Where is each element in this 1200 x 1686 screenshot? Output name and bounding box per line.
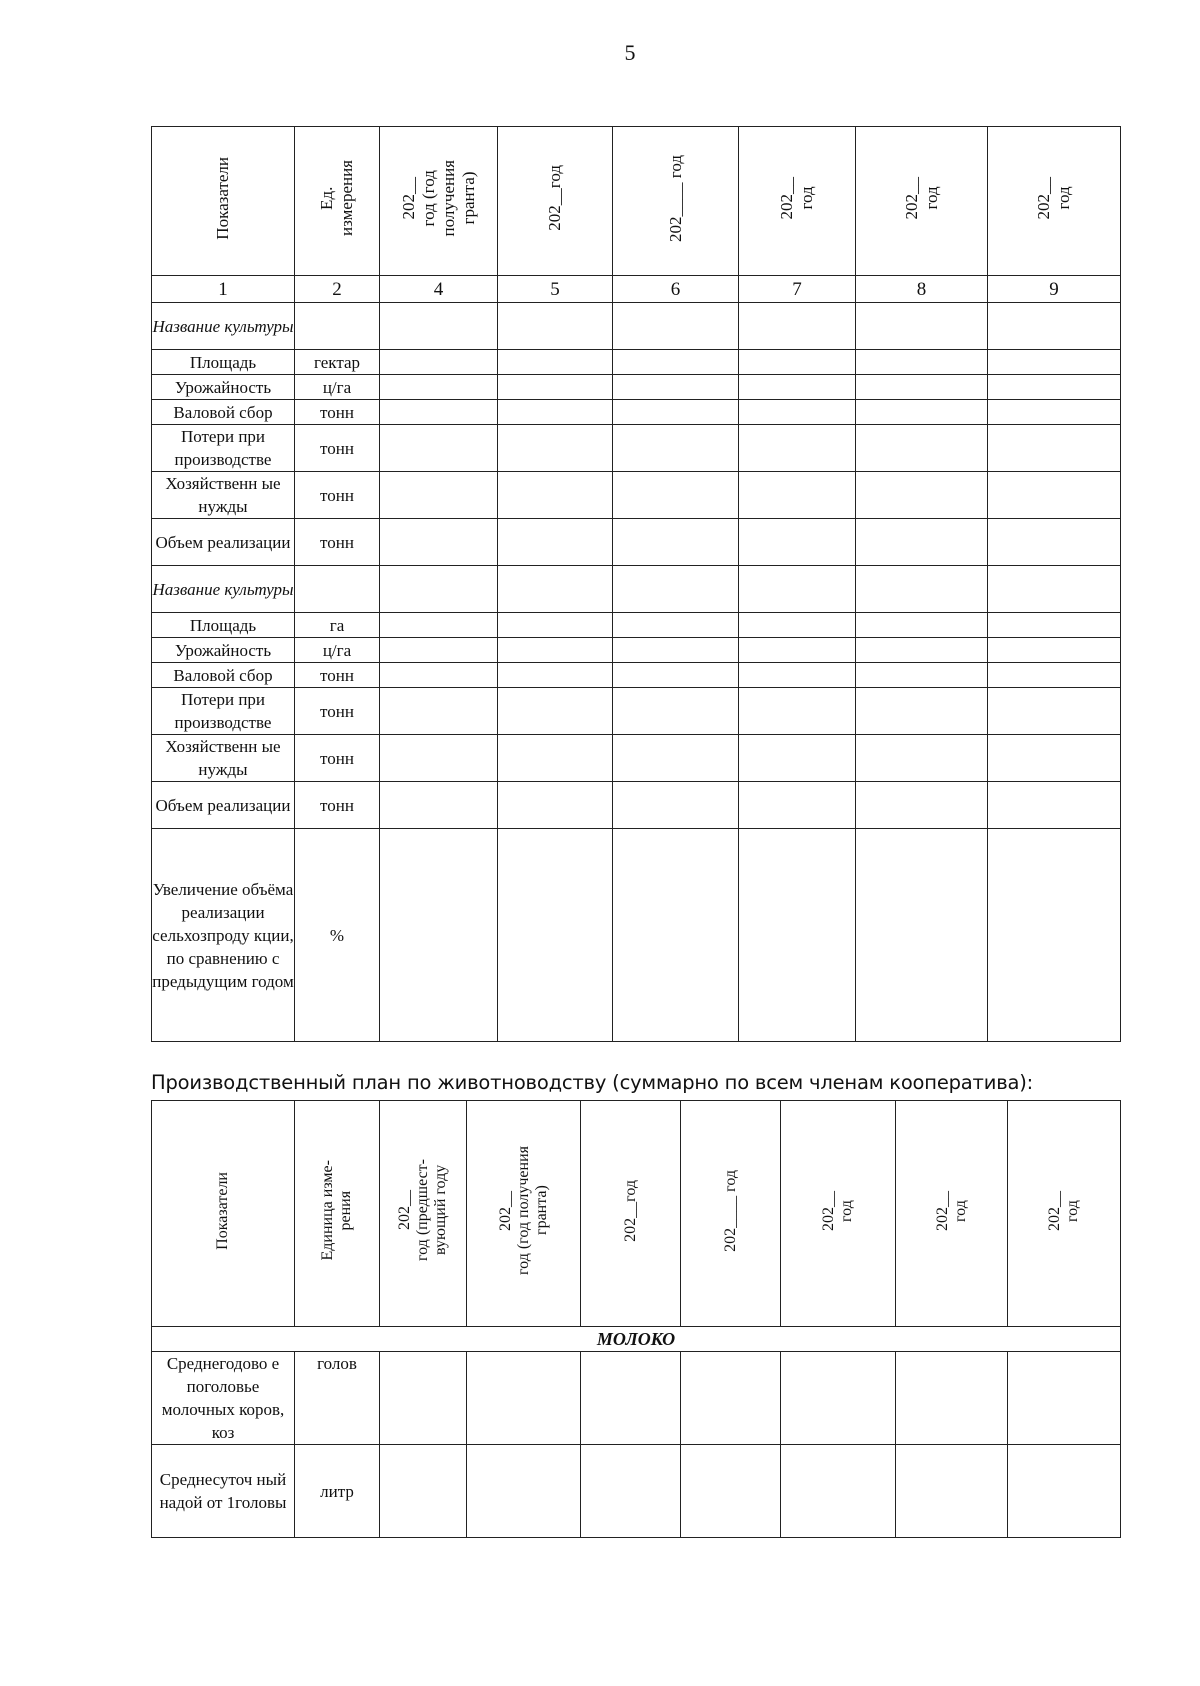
row-label: Площадь <box>152 350 295 375</box>
row-label: Хозяйственн ые нужды <box>152 472 295 519</box>
table-row <box>152 303 1121 350</box>
value-cell[interactable] <box>856 735 988 782</box>
value-cell[interactable] <box>498 663 613 688</box>
row-label: Площадь <box>152 613 295 638</box>
value-cell[interactable] <box>613 375 739 400</box>
value-cell[interactable] <box>856 782 988 829</box>
header-year-c: 202__ год <box>781 1101 896 1327</box>
value-cell[interactable] <box>739 663 856 688</box>
value-cell[interactable] <box>613 663 739 688</box>
livestock-plan-title: Производственный план по животноводству (суммарно по всем членам кооператива): <box>151 1071 1034 1094</box>
value-cell[interactable] <box>856 829 988 1042</box>
value-cell[interactable] <box>498 400 613 425</box>
value-cell[interactable] <box>380 1352 467 1445</box>
table-row <box>152 663 1121 688</box>
row-label: Потери при производстве <box>152 425 295 472</box>
value-cell[interactable] <box>739 735 856 782</box>
value-cell[interactable] <box>856 425 988 472</box>
row-label: Хозяйственн ые нужды <box>152 735 295 782</box>
value-cell[interactable] <box>856 519 988 566</box>
value-cell[interactable] <box>380 375 498 400</box>
crop-production-table <box>151 126 1121 1042</box>
value-cell[interactable] <box>739 303 856 350</box>
row-unit: литр <box>295 1445 380 1538</box>
livestock-production-table <box>151 1100 1121 1538</box>
value-cell[interactable] <box>498 375 613 400</box>
value-cell[interactable] <box>856 303 988 350</box>
value-cell[interactable] <box>988 829 1121 1042</box>
value-cell[interactable] <box>380 782 498 829</box>
table-row <box>152 829 1121 1042</box>
value-cell[interactable] <box>739 613 856 638</box>
value-cell[interactable] <box>613 400 739 425</box>
row-unit: тонн <box>295 735 380 782</box>
value-cell[interactable] <box>988 400 1121 425</box>
value-cell[interactable] <box>988 303 1121 350</box>
value-cell[interactable] <box>581 1445 681 1538</box>
value-cell[interactable] <box>988 375 1121 400</box>
column-number-row <box>152 276 1121 303</box>
value-cell[interactable] <box>380 425 498 472</box>
value-cell[interactable] <box>380 613 498 638</box>
value-cell[interactable] <box>613 472 739 519</box>
value-cell[interactable] <box>856 663 988 688</box>
row-unit: тонн <box>295 519 380 566</box>
table-row <box>152 350 1121 375</box>
row-unit: тонн <box>295 782 380 829</box>
table-row <box>152 519 1121 566</box>
value-cell[interactable] <box>380 829 498 1042</box>
row-label: Среднегодово е поголовье молочных коров, коз <box>152 1352 295 1445</box>
row-unit: голов <box>295 1352 380 1445</box>
value-cell[interactable] <box>988 663 1121 688</box>
column-number: 1 <box>152 276 295 303</box>
value-cell[interactable] <box>498 638 613 663</box>
table-row <box>152 375 1121 400</box>
header-indicators: Показатели <box>152 127 295 276</box>
row-unit: тонн <box>295 400 380 425</box>
header-year-5: 202__год <box>498 127 613 276</box>
table-header-row <box>152 1101 1121 1327</box>
header-unit: Ед. измерения <box>295 127 380 276</box>
row-unit: ц/га <box>295 375 380 400</box>
value-cell[interactable] <box>988 519 1121 566</box>
value-cell[interactable] <box>613 425 739 472</box>
column-number: 4 <box>380 276 498 303</box>
value-cell[interactable] <box>988 688 1121 735</box>
column-number: 9 <box>988 276 1121 303</box>
row-unit: % <box>295 829 380 1042</box>
value-cell[interactable] <box>613 613 739 638</box>
header-year-6: 202____ год <box>613 127 739 276</box>
column-number: 2 <box>295 276 380 303</box>
value-cell[interactable] <box>467 1352 581 1445</box>
table-row <box>152 638 1121 663</box>
row-unit <box>295 566 380 613</box>
value-cell[interactable] <box>380 400 498 425</box>
header-year-9: 202__ год <box>988 127 1121 276</box>
value-cell[interactable] <box>988 350 1121 375</box>
header-year-7: 202__ год <box>739 127 856 276</box>
table-header-row <box>152 127 1121 276</box>
header-grant-year: 202__ год (год получения гранта) <box>467 1101 581 1327</box>
value-cell[interactable] <box>781 1352 896 1445</box>
header-year-a: 202__год <box>581 1101 681 1327</box>
value-cell[interactable] <box>739 638 856 663</box>
row-label: Потери при производстве <box>152 688 295 735</box>
value-cell[interactable] <box>739 782 856 829</box>
table-row <box>152 425 1121 472</box>
value-cell[interactable] <box>498 425 613 472</box>
value-cell[interactable] <box>613 303 739 350</box>
value-cell[interactable] <box>988 472 1121 519</box>
row-label: Объем реализации <box>152 782 295 829</box>
header-grant-year: 202__ год (год получения гранта) <box>380 127 498 276</box>
value-cell[interactable] <box>681 1445 781 1538</box>
row-unit: тонн <box>295 663 380 688</box>
value-cell[interactable] <box>681 1352 781 1445</box>
value-cell[interactable] <box>856 350 988 375</box>
value-cell[interactable] <box>613 735 739 782</box>
section-row <box>152 1327 1121 1352</box>
section-milk-label: МОЛОКО <box>152 1327 1121 1352</box>
value-cell[interactable] <box>856 688 988 735</box>
header-unit: Единица изме- рения <box>295 1101 380 1327</box>
header-year-d: 202__ год <box>896 1101 1008 1327</box>
value-cell[interactable] <box>498 472 613 519</box>
row-unit <box>295 303 380 350</box>
table-row <box>152 400 1121 425</box>
value-cell[interactable] <box>739 375 856 400</box>
table-row <box>152 472 1121 519</box>
row-label: Урожайность <box>152 638 295 663</box>
header-year-8: 202__ год <box>856 127 988 276</box>
value-cell[interactable] <box>498 782 613 829</box>
row-label: Валовой сбор <box>152 400 295 425</box>
value-cell[interactable] <box>380 735 498 782</box>
value-cell[interactable] <box>380 350 498 375</box>
value-cell[interactable] <box>613 519 739 566</box>
value-cell[interactable] <box>380 472 498 519</box>
value-cell[interactable] <box>380 519 498 566</box>
value-cell[interactable] <box>739 400 856 425</box>
row-label: Урожайность <box>152 375 295 400</box>
table-row <box>152 1445 1121 1538</box>
row-label: Среднесуточ ный надой от 1головы <box>152 1445 295 1538</box>
value-cell[interactable] <box>613 566 739 613</box>
header-year-b: 202____ год <box>681 1101 781 1327</box>
value-cell[interactable] <box>498 303 613 350</box>
value-cell[interactable] <box>988 425 1121 472</box>
row-unit: тонн <box>295 425 380 472</box>
value-cell[interactable] <box>380 688 498 735</box>
value-cell[interactable] <box>856 472 988 519</box>
row-unit: тонн <box>295 688 380 735</box>
value-cell[interactable] <box>380 303 498 350</box>
row-unit: тонн <box>295 472 380 519</box>
row-label: Название культуры <box>152 566 295 613</box>
value-cell[interactable] <box>613 350 739 375</box>
value-cell[interactable] <box>498 829 613 1042</box>
value-cell[interactable] <box>856 613 988 638</box>
table-row <box>152 782 1121 829</box>
value-cell[interactable] <box>380 1445 467 1538</box>
value-cell[interactable] <box>739 829 856 1042</box>
column-number: 5 <box>498 276 613 303</box>
table-row <box>152 735 1121 782</box>
table-row <box>152 613 1121 638</box>
value-cell[interactable] <box>739 519 856 566</box>
column-number: 8 <box>856 276 988 303</box>
value-cell[interactable] <box>856 375 988 400</box>
value-cell[interactable] <box>380 663 498 688</box>
value-cell[interactable] <box>613 782 739 829</box>
value-cell[interactable] <box>988 735 1121 782</box>
column-number: 6 <box>613 276 739 303</box>
value-cell[interactable] <box>896 1445 1008 1538</box>
row-label: Валовой сбор <box>152 663 295 688</box>
value-cell[interactable] <box>380 638 498 663</box>
value-cell[interactable] <box>739 472 856 519</box>
value-cell[interactable] <box>581 1352 681 1445</box>
value-cell[interactable] <box>739 350 856 375</box>
value-cell[interactable] <box>988 782 1121 829</box>
value-cell[interactable] <box>856 400 988 425</box>
value-cell[interactable] <box>739 425 856 472</box>
value-cell[interactable] <box>613 829 739 1042</box>
value-cell[interactable] <box>613 688 739 735</box>
row-unit: га <box>295 613 380 638</box>
value-cell[interactable] <box>1008 1352 1121 1445</box>
header-indicators: Показатели <box>152 1101 295 1327</box>
value-cell[interactable] <box>856 566 988 613</box>
page-number: 5 <box>624 40 636 65</box>
value-cell[interactable] <box>498 688 613 735</box>
row-label: Объем реализации <box>152 519 295 566</box>
table-row <box>152 566 1121 613</box>
value-cell[interactable] <box>380 566 498 613</box>
header-previous-year: 202__ год (предшест- вующий году <box>380 1101 467 1327</box>
value-cell[interactable] <box>467 1445 581 1538</box>
value-cell[interactable] <box>988 638 1121 663</box>
value-cell[interactable] <box>988 613 1121 638</box>
row-label: Увеличение объёма реализации сельхозпроду кции, по сравнению с предыдущим годом <box>152 829 295 1042</box>
value-cell[interactable] <box>781 1445 896 1538</box>
value-cell[interactable] <box>739 688 856 735</box>
value-cell[interactable] <box>498 350 613 375</box>
table-row <box>152 1352 1121 1445</box>
value-cell[interactable] <box>613 638 739 663</box>
value-cell[interactable] <box>739 566 856 613</box>
value-cell[interactable] <box>988 566 1121 613</box>
row-label: Название культуры <box>152 303 295 350</box>
value-cell[interactable] <box>498 519 613 566</box>
value-cell[interactable] <box>896 1352 1008 1445</box>
value-cell[interactable] <box>1008 1445 1121 1538</box>
row-unit: гектар <box>295 350 380 375</box>
row-unit: ц/га <box>295 638 380 663</box>
column-number: 7 <box>739 276 856 303</box>
value-cell[interactable] <box>498 735 613 782</box>
value-cell[interactable] <box>856 638 988 663</box>
table-row <box>152 688 1121 735</box>
value-cell[interactable] <box>498 566 613 613</box>
value-cell[interactable] <box>498 613 613 638</box>
header-year-e: 202__ год <box>1008 1101 1121 1327</box>
